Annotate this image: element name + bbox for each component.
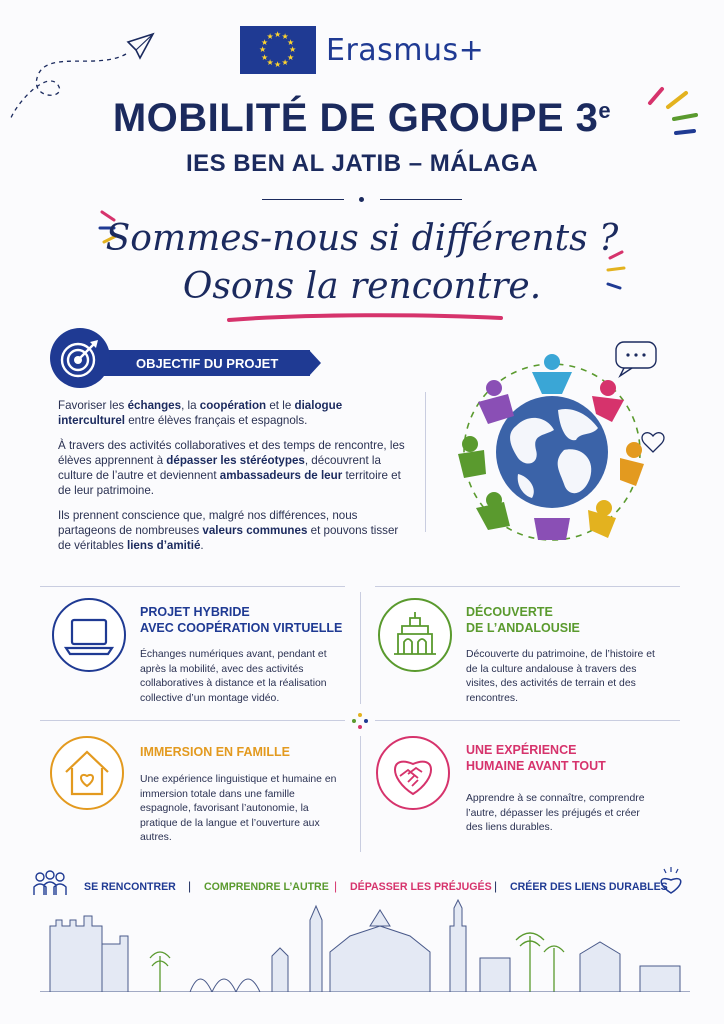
page-title: MOBILITÉ DE GROUPE 3e <box>112 96 612 140</box>
erasmus-logo <box>240 26 500 74</box>
tagline-line-1: Sommes-nous si différents ? <box>105 218 619 259</box>
value-creer-liens: CRÉER DES LIENS DURABLES <box>510 881 668 893</box>
values-strip: SE RENCONTRER | COMPRENDRE L’AUTRE | DÉPASSER LES PRÉJUGÉS | CRÉER DES LIENS DURABLES <box>0 877 724 899</box>
monument-icon <box>378 598 452 672</box>
house-heart-icon <box>50 736 124 810</box>
eu-star-icon: ★ <box>289 45 297 54</box>
eu-star-icon: ★ <box>259 45 267 54</box>
card-immersion-text: Une expérience linguistique et humaine en immersion totale dans une famille espagnole, favorisant l’autonomie, la pratique de la langue et l’ouverture aux autres. <box>140 774 337 843</box>
handshake-heart-icon <box>376 736 450 810</box>
objectif-paragraph-1: Favoriser les échanges, la coopération et le dialogue interculturel entre élèves français et espagnols. <box>58 399 343 427</box>
heart-sparkle-icon <box>656 865 686 897</box>
card-immersion-title: IMMERSION EN FAMILLE <box>140 745 290 759</box>
value-comprendre: COMPRENDRE L’AUTRE <box>204 881 329 893</box>
brand-name: Erasmus+ <box>326 32 485 68</box>
malaga-skyline-illustration <box>40 896 690 992</box>
card-andalousie-text: Découverte du patrimoine, de l’histoire et de la culture andalouse à travers des visites, des activités de terrain et des rencontres. <box>466 649 655 704</box>
card-hybride-text: Échanges numériques avant, pendant et après la mobilité, avec des activités collaboratives à distance et la réalisation collective d’un montage vidéo. <box>140 649 327 704</box>
objectif-text <box>58 398 408 563</box>
eu-star-icon: ★ <box>286 52 295 62</box>
tagline-line-2: Osons la rencontre. <box>182 266 542 307</box>
grid-center-dots <box>352 713 368 729</box>
eu-flag-icon <box>240 26 316 74</box>
eu-star-icon: ★ <box>266 32 274 41</box>
eu-star-icon: ★ <box>281 57 289 67</box>
card-andalousie-title: DÉCOUVERTE DE L’ANDALOUSIE <box>466 605 580 635</box>
tagline-underline <box>225 312 505 324</box>
heart-outline-icon <box>642 433 664 452</box>
eu-star-icon: ★ <box>266 57 274 67</box>
value-depasser: DÉPASSER LES PRÉJUGÉS <box>350 881 492 893</box>
eu-star-icon: ★ <box>281 32 289 41</box>
page-subtitle: IES BEN AL JATIB – MÁLAGA <box>185 150 539 177</box>
objectif-label-bar: OBJECTIF DU PROJET <box>100 350 310 376</box>
eu-star-icon: ★ <box>261 37 269 47</box>
value-se-rencontrer: SE RENCONTRER <box>84 881 176 893</box>
title-divider <box>262 198 462 202</box>
card-experience-title: UNE EXPÉRIENCE HUMAINE AVANT TOUT <box>466 743 606 773</box>
globe-people-illustration <box>448 340 668 550</box>
target-icon <box>50 328 110 388</box>
eu-star-icon: ★ <box>274 60 282 69</box>
card-experience-text: Apprendre à se connaître, comprendre l’autre, dépasser les préjugés et créer des liens durables. <box>466 793 645 833</box>
speech-bubble-icon <box>616 342 656 376</box>
objectif-paragraph-2: À travers des activités collaboratives et des temps de rencontre, les élèves apprennent à dépasser les stéréotypes, découvrent la culture de l’autre et deviennent ambassadeurs de leur territoire et de leur patrimoine. <box>58 439 405 497</box>
laptop-icon <box>52 598 126 672</box>
eu-star-icon: ★ <box>286 37 295 47</box>
eu-star-icon: ★ <box>261 52 269 62</box>
eu-star-icon: ★ <box>274 30 282 39</box>
card-hybride-title: PROJET HYBRIDE AVEC COOPÉRATION VIRTUELLE <box>140 605 343 635</box>
people-group-icon <box>32 869 68 897</box>
objectif-paragraph-3: Ils prennent conscience que, malgré nos différences, nous partageons de nombreuses valeurs communes et pouvons tisser de véritables liens d’amitié. <box>58 509 399 552</box>
